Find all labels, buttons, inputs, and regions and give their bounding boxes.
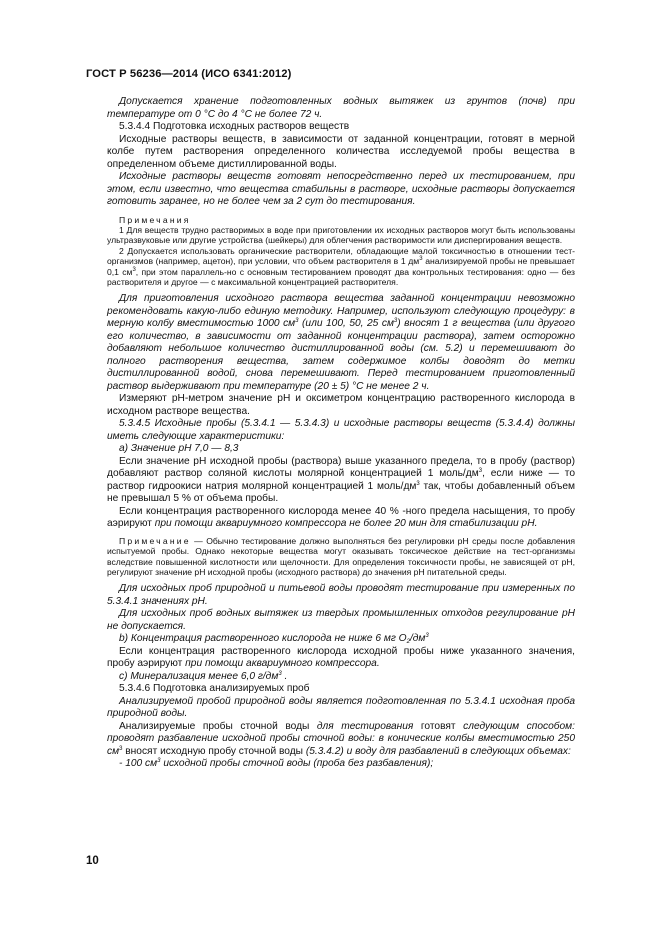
paragraph: Если значение pH исходной пробы (раствора) выше указанного предела, то в пробу (раствор) добавляют раствор соляной кислоты молярной концентрацией 1 моль/$дм^3$, если ниже — то раствор гидроокиси натрия молярной концентрацией 1 моль/$дм^3$ так, чтобы добавленный объем не превышал 5 % от объема пробы. xyxy=(107,455,575,505)
note-item: 1 Для веществ трудно растворимых в воде при приготовлении их исходных растворов могут быть использованы ультразвуковые или другие устройства (шейкеры) для облегчения растворимости или диспергирования веществ. xyxy=(107,224,575,246)
note-block xyxy=(107,536,575,578)
notes-heading: Примечания xyxy=(119,214,191,225)
list-item: - 100 $см^3$ исходной пробы сточной воды (проба без разбавления); xyxy=(119,758,434,770)
note-item: 2 Допускается использовать органические растворители, обладающие малой токсичностью в отношении тест-организмов (например, ацетон), при условии, что объем растворителя в 1 $дм^3$ анализируемой пробы не превышает 0,1 $см^3$, при этом параллель-но с основным тестированием проводят два контрольных тестирования: одно — без растворителя и другое — с максимальной концентрацией растворителя. xyxy=(107,245,575,287)
section-heading: 5.3.4.4 Подготовка исходных растворов веществ xyxy=(119,121,350,132)
paragraph: Если концентрация растворенного кислорода менее 40 % -ного предела насыщения, то пробу аэрируют при помощи аквариумного компрессора не более 20 мин для стабилизации pH. xyxy=(107,505,575,530)
note-item: Примечание — Обычно тестирование должно выполняться без регулировки pH среды после добавления испытуемой пробы. Однако некоторые вещества могут оказывать токсическое действие на тест-организмы вследствие повышенной кислотности или щелочности. Для определения токсичности пробы, не зависящей от pH, регулируют значение pH исходной пробы (исходного раствора) до значения pH питательной среды. xyxy=(107,535,575,578)
page-header: ГОСТ Р 56236—2014 (ИСО 6341:2012) xyxy=(86,68,292,80)
paragraph: Анализируемой пробой природной воды является подготовленная по 5.3.4.1 исходная проба природной воды. xyxy=(107,695,575,720)
document-body xyxy=(107,96,575,771)
paragraph: Если концентрация растворенного кислорода исходной пробы ниже указанного значения, пробу аэрируют при помощи аквариумного компрессора. xyxy=(107,645,575,670)
page-number: 10 xyxy=(86,855,99,867)
paragraph: c) Минерализация менее 6,0 $г/дм^3$ . xyxy=(119,670,288,682)
paragraph: Исходные растворы веществ, в зависимости от заданной концентрации, готовят в мерной колбе путем растворения определенного количества исследуемой пробы вещества в определенном объеме дистиллированной воды. xyxy=(107,133,575,170)
paragraph: b) Концентрация растворенного кислорода не ниже 6 мг $O_2/дм^3$ xyxy=(119,633,429,646)
paragraph: Для исходных проб водных вытяжек из твердых промышленных отходов регулирование pH не допускается. xyxy=(107,608,575,632)
paragraph: Допускается хранение подготовленных водных вытяжек из грунтов (почв) при температуре от 0 °С до 4 °С не более 72 ч. xyxy=(107,96,575,120)
paragraph: Анализируемые пробы сточной воды для тестирования готовят следующим способом: проводят разбавление исходной пробы сточной воды: в конические колбы вместимостью 250 $см^3$ вносят исходную пробу сточной воды (5.3.4.2) и воду для разбавлений в следующих объемах: xyxy=(107,720,575,757)
paragraph: 5.3.4.5 Исходные пробы (5.3.4.1 — 5.3.4.3) и исходные растворы веществ (5.3.4.4) должны иметь следующие характеристики: xyxy=(107,418,575,442)
paragraph: Исходные растворы веществ готовят непосредственно перед их тестированием, при этом, если известно, что вещества стабильны в растворе, исходные растворы допускается готовить заранее, но не более чем за 2 сут до тестирования. xyxy=(107,171,575,207)
section-heading: 5.3.4.6 Подготовка анализируемых проб xyxy=(119,683,310,695)
paragraph: а) Значение pH 7,0 — 8,3 xyxy=(119,443,239,455)
paragraph: Для исходных проб природной и питьевой воды проводят тестирование при измеренных по 5.3.4.1 значениях pH. xyxy=(107,583,575,607)
paragraph: Для приготовления исходного раствора вещества заданной концентрации невозможно рекомендовать какую-либо единую методику. Например, используют следующую процедуру: в мерную колбу вместимостью 1000 $см^3$ (или 100, 50, 25 $см^3$) вносят 1 г вещества (или другого его количество, в зависимости от заданной концентрации раствора), затем осторожно добавляют небольшое количество дистиллированной воды (см. 5.2) и перемешивают до полного растворения вещества, затем содержимое колбы доводят до метки дистиллированной водой, снова перемешивают. Перед тестированием приготовленный раствор выдерживают при температуре (20 ± 5) °С не менее 2 ч. xyxy=(107,293,575,392)
notes-block xyxy=(107,215,575,288)
paragraph: Измеряют pH-метром значение pH и оксиметром концентрацию растворенного кислорода в исходном растворе вещества. xyxy=(107,393,575,417)
